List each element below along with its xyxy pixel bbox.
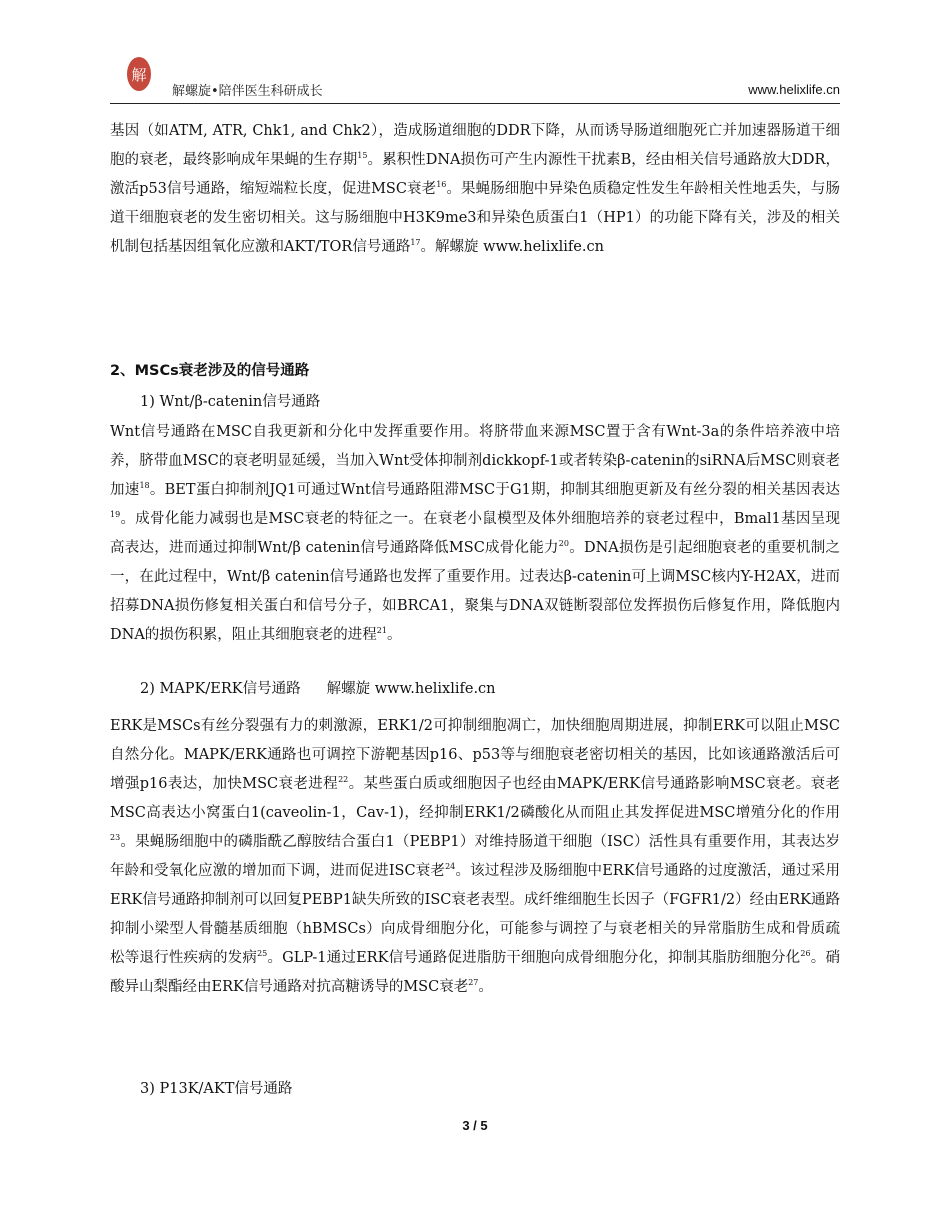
citation: 23 [110,833,121,842]
citation: 17 [410,238,421,247]
citation: 15 [357,151,368,160]
citation: 22 [338,775,349,784]
citation: 18 [139,481,150,490]
paragraph-wnt: Wnt信号通路在MSC自我更新和分化中发挥重要作用。将脐带血来源MSC置于含有Wnt-3a的条件培养液中培养，脐带血MSC的衰老明显延缓，当加入Wnt受体抑制剂dickkopf-1或者转染β-catenin的siRNA后MSC则衰老加速$^{18}$。BET蛋白抑制剂JQ1可通过Wnt信号通路阻滞MSC于G1期，抑制其细胞更新及有丝分裂的相关基因表达$^{19}$。成骨化能力减弱也是MSC衰老的特征之一。在衰老小鼠模型及体外细胞培养的衰老过程中，Bmal1基因呈现高表达，进而通过抑制Wnt/β catenin信号通路降低MSC成骨化能力$^{20}$。DNA损伤是引起细胞衰老的重要机制之一，在此过程中，Wnt/β catenin信号通路也发挥了重要作用。过表达β-catenin可上调MSC核内Y-H2AX，进而招募DNA损伤修复相关蛋白和信号分子，如BRCA1，聚集与DNA双链断裂部位发挥损伤后修复作用，降低胞内DNA的损伤积累，阻止其细胞衰老的进程$^{21}$。 [110,424,841,643]
logo-glyph: 解 [131,66,147,84]
subheading-wnt: 1) Wnt/β-catenin信号通路 [140,394,321,410]
site-url[interactable]: www.helixlife.cn [748,82,840,97]
header-rule [110,103,840,104]
watermark-text: 解螺旋 www.helixlife.cn [326,681,496,697]
citation: 26 [800,949,811,958]
citation: 19 [110,510,121,519]
page-header [110,48,840,104]
section-heading: 2、MSCs衰老涉及的信号通路 [110,363,310,379]
citation: 27 [468,978,479,987]
page-number: 3 / 5 [462,1118,488,1133]
subheading-mapk: 2) MAPK/ERK信号通路 解螺旋 www.helixlife.cn [140,681,496,697]
paragraph-mapk: ERK是MSCs有丝分裂强有力的刺激源，ERK1/2可抑制细胞凋亡，加快细胞周期进展，抑制ERK可以阻止MSC自然分化。MAPK/ERK通路也可调控下游靶基因p16、p53等与细胞衰老密切相关的基因，比如该通路激活后可增强p16表达，加快MSC衰老进程$^{22}$。某些蛋白质或细胞因子也经由MAPK/ERK信号通路影响MSC衰老。衰老MSC高表达小窝蛋白1(caveolin-1，Cav-1)，经抑制ERK1/2磷酸化从而阻止其发挥促进MSC增殖分化的作用$^{23}$。果蝇肠细胞中的磷脂酰乙醇胺结合蛋白1（PEBP1）对维持肠道干细胞（ISC）活性具有重要作用，其表达岁年龄和受氧化应激的增加而下调，进而促进ISC衰老$^{24}$。该过程涉及肠细胞中ERK信号通路的过度激活，通过采用ERK信号通路抑制剂可以回复PEBP1缺失所致的ISC衰老表型。成纤维细胞生长因子（FGFR1/2）经由ERK通路抑制小梁型人骨髓基质细胞（hBMSCs）向成骨细胞分化，可能参与调控了与衰老相关的异常脂肪生成和骨质疏松等退行性疾病的发病$^{25}$。GLP-1通过ERK信号通路促进脂肪干细胞向成骨细胞分化，抑制其脂肪细胞分化$^{26}$。硝酸异山梨酯经由ERK信号通路对抗高糖诱导的MSC衰老$^{27}$。 [110,718,841,995]
subheading-pi3k: 3) P13K/AKT信号通路 [140,1081,293,1097]
citation: 21 [376,626,387,635]
citation: 24 [445,862,456,871]
helixlife-logo-icon [124,54,154,94]
citation: 25 [257,949,268,958]
citation: 20 [558,539,569,548]
paragraph-intestinal-ddr: 基因（如ATM, ATR, Chk1, and Chk2），造成肠道细胞的DDR下降，从而诱导肠道细胞死亡并加速器肠道干细胞的衰老，最终影响成年果蝇的生存期$^{15}$。累积性DNA损伤可产生内源性干扰素B，经由相关信号通路放大DDR，激活p53信号通路，缩短端粒长度，促进MSC衰老$^{16}$。果蝇肠细胞中异染色质稳定性发生年龄相关性地丢失，与肠道干细胞衰老的发生密切相关。这与肠细胞中H3K9me3和异染色质蛋白1（HP1）的功能下降有关，涉及的相关机制包括基因组氧化应激和AKT/TOR信号通路$^{17}$。解螺旋 www.helixlife.cn [110,123,841,255]
citation: 16 [436,180,447,189]
site-name: 解螺旋•陪伴医生科研成长 [172,84,323,99]
